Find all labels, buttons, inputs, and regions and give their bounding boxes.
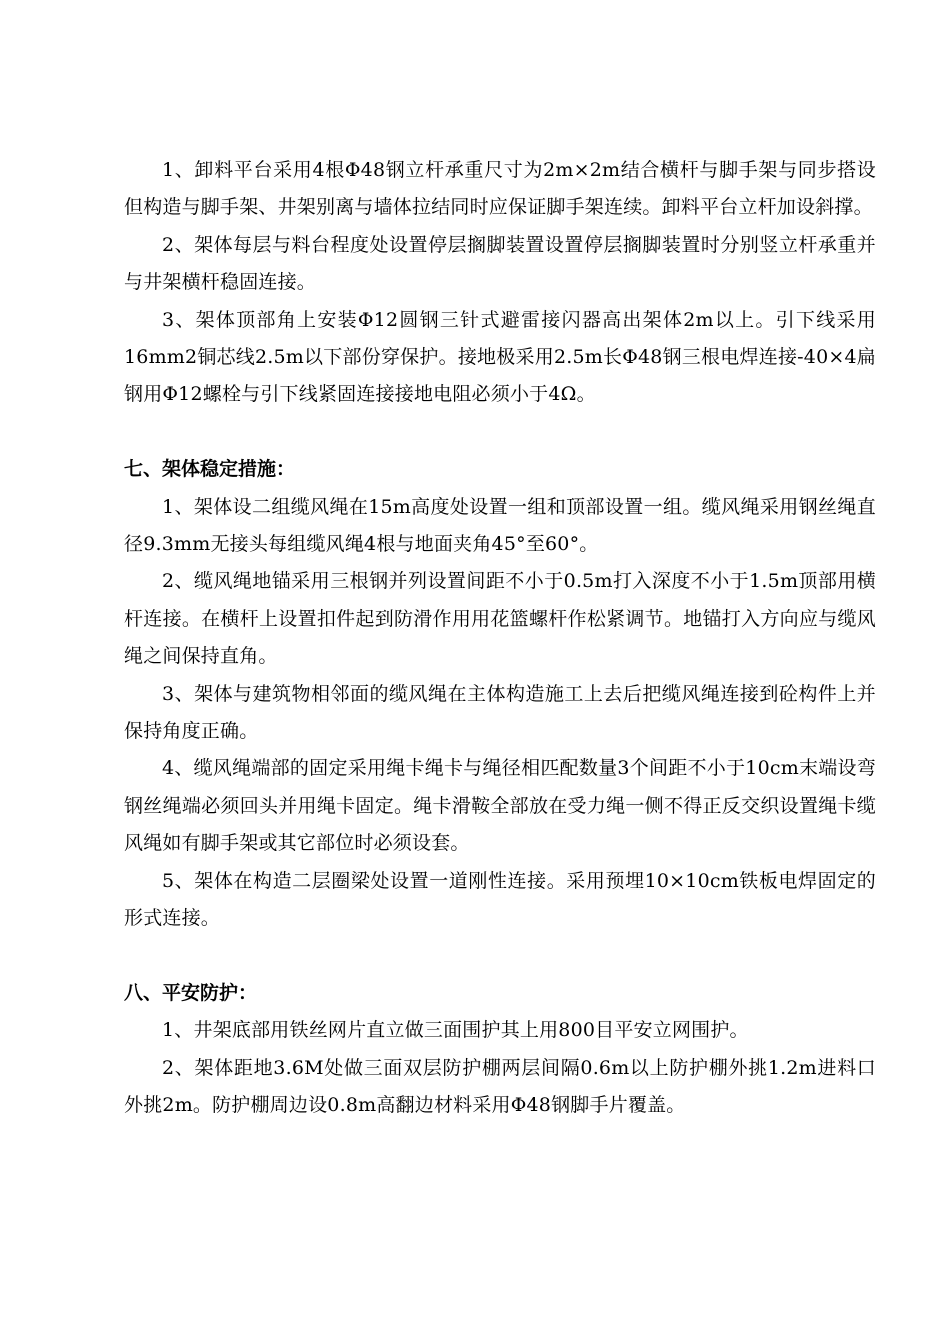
document-page [124,152,876,1125]
paragraph-rope-clamp: 4、缆风绳端部的固定采用绳卡绳卡与绳径相匹配数量3个间距不小于10cm末端设弯钢丝绳端必须回头并用绳卡固定。绳卡滑鞍全部放在受力绳一侧不得正反交织设置绳卡缆风绳如有脚手架或其它部位时必须设套。 [124,757,876,855]
section-safety [124,975,876,1125]
paragraph-rigid-connection: 5、架体在构造二层圈梁处设置一道刚性连接。采用预埋10×10cm铁板电焊固定的形式连接。 [124,869,876,930]
section-title-safety: 八、平安防护： [124,981,258,1004]
paragraph-platform: 1、卸料平台采用4根Φ48钢立杆承重尺寸为2m×2m结合横杆与脚手架与同步搭设但构造与脚手架、井架别离与墙体拉结同时应保证脚手架连续。卸料平台立杆加设斜撑。 [124,159,876,219]
paragraph-lightning: 3、架体顶部角上安装Φ12圆钢三针式避雷接闪器高出架体2m以上。引下线采用16mm2铜芯线2.5m以下部份穿保护。接地极采用2.5m长Φ48钢三根电焊连接-40×4扁钢用Φ12螺栓与引下线紧固连接接地电阻必须小于4Ω。 [124,308,876,406]
section-previous [124,152,876,414]
paragraph-rope-connection: 3、架体与建筑物相邻面的缆风绳在主体构造施工上去后把缆风绳连接到砼构件上并保持角度正确。 [124,682,876,743]
section-title-stability: 七、架体稳定措施： [124,458,296,481]
paragraph-stop-device: 2、架体每层与料台程度处设置停层搁脚装置设置停层搁脚装置时分别竖立杆承重并与井架横杆稳固连接。 [124,233,876,294]
paragraph-base-enclosure: 1、井架底部用铁丝网片直立做三面围护其上用800目平安立网围护。 [162,1019,749,1042]
section-gap [124,414,876,451]
section-gap [124,938,876,975]
paragraph-ground-anchor: 2、缆风绳地锚采用三根钢并列设置间距不小于0.5m打入深度不小于1.5m顶部用横杆连接。在横杆上设置扣件起到防滑作用用花篮螺杆作松紧调节。地锚打入方向应与缆风绳之间保持直角。 [124,570,876,668]
paragraph-protection-shed: 2、架体距地3.6M处做三面双层防护棚两层间隔0.6m以上防护棚外挑1.2m进料口外挑2m。防护棚周边设0.8m高翻边材料采用Φ48钢脚手片覆盖。 [124,1056,876,1117]
paragraph-guy-rope: 1、架体设二组缆风绳在15m高度处设置一组和顶部设置一组。缆风绳采用钢丝绳直径9.3mm无接头每组缆风绳4根与地面夹角45°至60°。 [124,495,876,556]
section-stability [124,451,876,937]
